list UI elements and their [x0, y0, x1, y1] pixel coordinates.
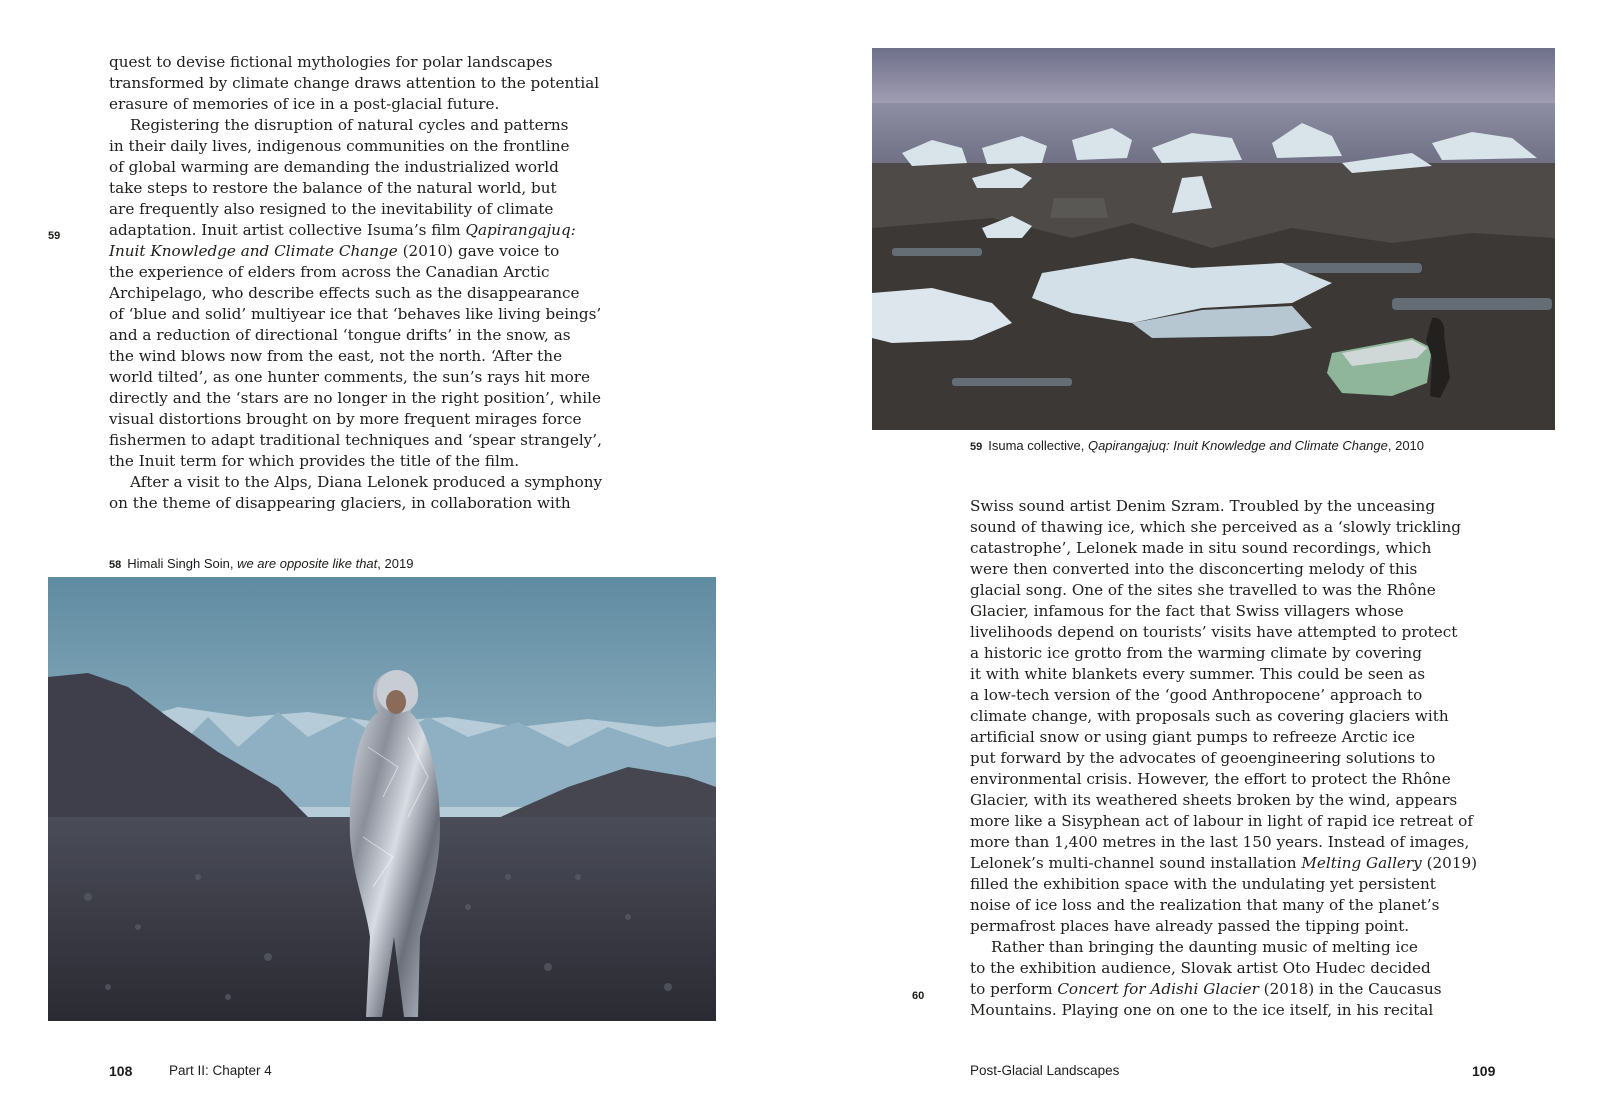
text-line: glacial song. One of the sites she travelled to was the Rhône — [970, 581, 1436, 599]
caption-title: we are opposite like that — [237, 556, 378, 571]
text-line: a low-tech version of the ‘good Anthropocene’ approach to — [970, 686, 1423, 704]
text-line: noise of ice loss and the realization that many of the planet’s — [970, 896, 1440, 914]
figure-reference-number: 59 — [48, 230, 61, 242]
text-line: it with white blankets every summer. This could be seen as — [970, 665, 1426, 683]
text-line: transformed by climate change draws attention to the potential — [109, 74, 600, 92]
text-line: adaptation. Inuit artist collective Isuma’s film Qapirangajuq: — [109, 221, 576, 239]
caption-artist: Isuma collective, — [988, 438, 1088, 453]
text-line: visual distortions brought on by more frequent mirages force — [109, 410, 582, 428]
text-line: environmental crisis. However, the effort to protect the Rhône — [970, 770, 1451, 788]
caption-title: Qapirangajuq: Inuit Knowledge and Climate Change — [1087, 438, 1388, 453]
text-line: Archipelago, who describe effects such as the disappearance — [109, 284, 580, 302]
text-line: Registering the disruption of natural cycles and patterns — [130, 116, 569, 134]
glacier-figure-photo — [48, 577, 716, 1021]
left-body-text — [109, 52, 602, 514]
text-line: of ‘blue and solid’ multiyear ice that ‘behaves like living beings’ — [109, 305, 602, 323]
text-line: quest to devise fictional mythologies for polar landscapes — [109, 53, 553, 71]
text-line: filled the exhibition space with the undulating yet persistent — [970, 875, 1436, 893]
text-line: fishermen to adapt traditional techniques and ‘spear strangely’, — [109, 431, 602, 449]
right-running-footer: Post-Glacial Landscapes — [970, 1063, 1120, 1078]
text-line: world tilted’, as one hunter comments, the sun’s rays hit more — [109, 368, 591, 386]
right-body-text — [970, 496, 1477, 1021]
text-line: Rather than bringing the daunting music of melting ice — [991, 938, 1418, 956]
text-line: sound of thawing ice, which she perceived as a ‘slowly trickling — [970, 518, 1461, 536]
arctic-ice-boats-photo — [872, 48, 1555, 430]
text-line: Swiss sound artist Denim Szram. Troubled by the unceasing — [970, 497, 1436, 515]
text-line: After a visit to the Alps, Diana Lelonek produced a symphony — [130, 473, 603, 491]
figure-caption-58 — [109, 556, 413, 571]
text-line: were then converted into the disconcerting melody of this — [970, 560, 1418, 578]
left-running-footer: Part II: Chapter 4 — [169, 1063, 272, 1078]
text-line: to perform Concert for Adishi Glacier (2018) in the Caucasus — [970, 980, 1442, 998]
text-line: take steps to restore the balance of the natural world, but — [109, 179, 557, 197]
text-line: Lelonek’s multi-channel sound installation Melting Gallery (2019) — [970, 854, 1478, 872]
caption-artist: Himali Singh Soin, — [127, 556, 238, 571]
text-line: on the theme of disappearing glaciers, in collaboration with — [109, 494, 571, 512]
caption-number: 59 — [970, 441, 983, 453]
text-line: the Inuit term for which provides the title of the film. — [109, 452, 520, 470]
figure-caption-59 — [970, 438, 1424, 453]
left-page-number: 108 — [109, 1063, 133, 1079]
text-line: Glacier, infamous for the fact that Swiss villagers whose — [970, 602, 1404, 620]
text-line: the experience of elders from across the Canadian Arctic — [109, 263, 550, 281]
text-line: directly and the ‘stars are no longer in the right position’, while — [109, 389, 601, 407]
text-line: climate change, with proposals such as covering glaciers with — [970, 707, 1449, 725]
text-line: Glacier, with its weathered sheets broken by the wind, appears — [970, 791, 1458, 809]
text-line: are frequently also resigned to the inevitability of climate — [109, 200, 554, 218]
text-line: of global warming are demanding the industrialized world — [109, 158, 559, 176]
text-line: more like a Sisyphean act of labour in light of rapid ice retreat of — [970, 812, 1473, 830]
text-line: and a reduction of directional ‘tongue drifts’ in the snow, as — [109, 326, 571, 344]
caption-year: , 2019 — [377, 556, 414, 571]
text-line: a historic ice grotto from the warming climate by covering — [970, 644, 1422, 662]
text-line: permafrost places have already passed the tipping point. — [970, 917, 1410, 935]
text-line: more than 1,400 metres in the last 150 years. Instead of images, — [970, 833, 1470, 851]
caption-number: 58 — [109, 559, 122, 571]
right-page-number: 109 — [1472, 1063, 1496, 1079]
text-line: livelihoods depend on tourists’ visits have attempted to protect — [970, 623, 1458, 641]
text-line: the wind blows now from the east, not the north. ‘After the — [109, 347, 563, 365]
text-line: in their daily lives, indigenous communities on the frontline — [109, 137, 570, 155]
text-line: put forward by the advocates of geoengineering solutions to — [970, 749, 1436, 767]
caption-year: , 2010 — [1387, 438, 1425, 453]
text-line: Mountains. Playing one on one to the ice itself, in his recital — [970, 1001, 1434, 1019]
text-line: catastrophe’, Lelonek made in situ sound recordings, which — [970, 539, 1432, 557]
figure-reference-number: 60 — [912, 990, 925, 1002]
text-line: to the exhibition audience, Slovak artist Oto Hudec decided — [970, 959, 1431, 977]
text-line: artificial snow or using giant pumps to refreeze Arctic ice — [970, 728, 1416, 746]
text-line: erasure of memories of ice in a post-glacial future. — [109, 95, 500, 113]
text-line: Inuit Knowledge and Climate Change (2010) gave voice to — [109, 242, 560, 260]
